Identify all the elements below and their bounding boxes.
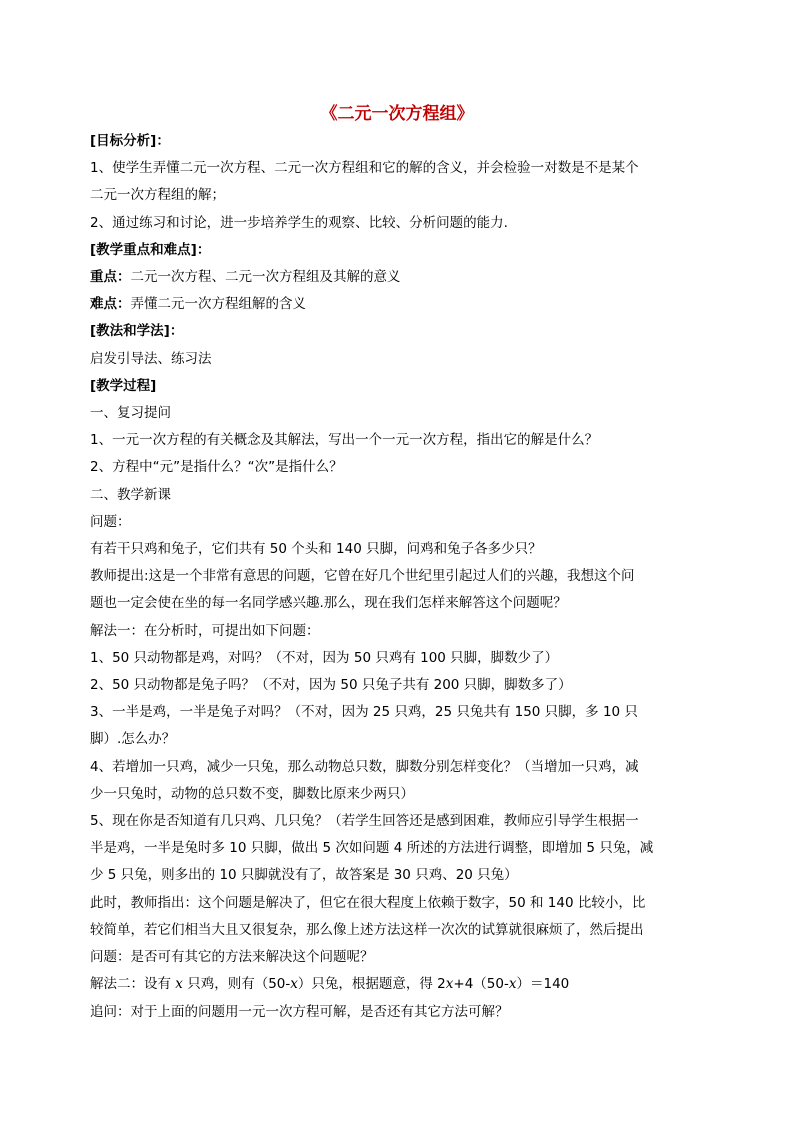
solution-2-text-1: 解法二：设有: [90, 976, 176, 993]
teacher-remark-1-line-2: 题也一定会使在坐的每一名同学感兴趣.那么，现在我们怎样来解答这个问题呢？: [90, 595, 567, 612]
solution-2-equation: [90, 971, 665, 998]
objective-1-line-2: 二元一次方程组的解；: [90, 187, 225, 204]
variable-x: x: [175, 976, 183, 993]
guide-question-3-line-1: 3、一半是鸡，一半是兔子对吗？（不对，因为 25 只鸡，25 只兔共有 150 只脚，多 10 只: [90, 704, 638, 721]
guide-question-4-line-1: 4、若增加一只鸡，减少一只兔，那么动物总只数，脚数分别怎样变化？（当增加一只鸡，减: [90, 758, 639, 775]
page-title: 《二元一次方程组》: [320, 104, 474, 124]
teacher-remark-2-line-2: 较简单，若它们相当大且又很复杂，那么像上述方法这样一次次的试算就很麻烦了，然后提出: [90, 921, 644, 938]
review-question-1: 1、一元一次方程的有关概念及其解法，写出一个一元一次方程，指出它的解是什么？: [90, 432, 599, 449]
key-point-line: [90, 264, 665, 291]
objectives-heading: [目标分析]：: [90, 133, 170, 149]
problem-text: 有若干只鸡和兔子，它们共有 50 个头和 140 只脚，问鸡和兔子各多少只？: [90, 541, 542, 558]
teacher-remark-2-line-1: 此时，教师指出：这个问题是解决了，但它在很大程度上依赖于数字，50 和 140 比较小，比: [90, 894, 646, 911]
difficulty-label: 难点：: [90, 296, 131, 313]
guide-question-3-line-2: 脚）.怎么办？: [90, 731, 176, 748]
solution-2-text-2: 只鸡，则有（50-: [182, 976, 291, 993]
review-heading: 一、复习提问: [90, 405, 171, 422]
difficulty-line: [90, 291, 665, 318]
solution-1-intro: 解法一：在分析时，可提出如下问题：: [90, 622, 320, 639]
guide-question-5-line-1: 5、现在你是否知道有几只鸡、几只兔？（若学生回答还是感到困难，教师应引导学生根据一: [90, 813, 639, 830]
difficulty-text: 弄懂二元一次方程组解的含义: [130, 296, 306, 313]
process-heading: [教学过程]: [90, 377, 157, 394]
teacher-remark-2-line-3: 问题：是否可有其它的方法来解决这个问题呢？: [90, 949, 374, 966]
variable-x: x: [290, 976, 298, 993]
follow-up-question: 追问：对于上面的问题用一元一次方程可解，是否还有其它方法可解？: [90, 1003, 509, 1020]
objective-1-line-1: 1、使学生弄懂二元一次方程、二元一次方程组和它的解的含义，并会检验一对数是不是某个: [90, 160, 639, 177]
objective-2: 2、通过练习和讨论，进一步培养学生的观察、比较、分析问题的能力.: [90, 214, 508, 231]
teacher-remark-1-line-1: 教师提出:这是一个非常有意思的问题，它曾在好几个世纪里引起过人们的兴趣，我想这个问: [90, 568, 635, 585]
guide-question-4-line-2: 少一只兔时，动物的总只数不变，脚数比原来少两只）: [90, 785, 414, 802]
variable-x: x: [508, 976, 517, 993]
methods-heading: [教法和学法]：: [90, 323, 184, 340]
key-point-text: 二元一次方程、二元一次方程组及其解的意义: [130, 269, 401, 286]
review-question-2: 2、方程中“元”是指什么？“次”是指什么？: [90, 459, 343, 476]
key-points-heading: [教学重点和难点]：: [90, 241, 211, 258]
variable-x: x: [445, 976, 454, 993]
solution-2-text-4: +4（50-: [453, 976, 509, 993]
guide-question-1: 1、50 只动物都是鸡，对吗？（不对，因为 50 只鸡有 100 只脚，脚数少了）: [90, 649, 559, 666]
problem-label: 问题：: [90, 513, 131, 530]
new-lesson-heading: 二、教学新课: [90, 486, 171, 503]
guide-question-2: 2、50 只动物都是兔子吗？（不对，因为 50 只兔子共有 200 只脚，脚数多了）: [90, 677, 572, 694]
document-body: [90, 128, 665, 1026]
guide-question-5-line-3: 少 5 只兔，则多出的 10 只脚就没有了，故答案是 30 只鸡、20 只兔）: [90, 867, 518, 884]
solution-2-text-5: ）＝140: [516, 976, 570, 993]
guide-question-5-line-2: 半是鸡，一半是兔时多 10 只脚，做出 5 次如问题 4 所述的方法进行调整，即增加 5 只兔，减: [90, 840, 654, 857]
solution-2-text-3: ）只兔，根据题意，得 2: [297, 976, 446, 993]
key-point-label: 重点：: [90, 269, 131, 286]
methods-text: 启发引导法、练习法: [90, 350, 212, 367]
